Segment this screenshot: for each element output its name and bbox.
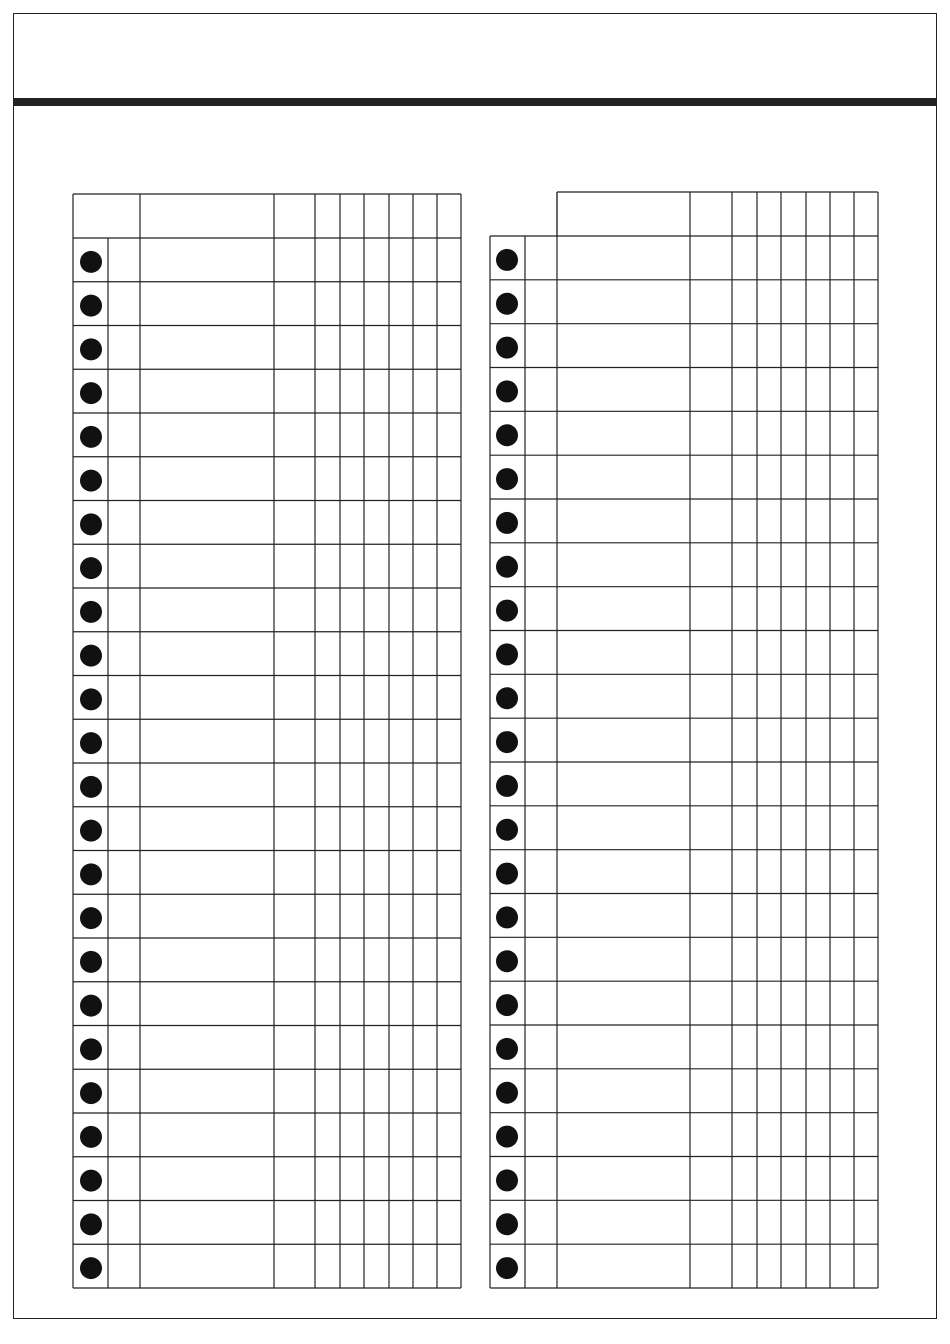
right-row-marker-dot — [496, 468, 518, 490]
right-row-marker-dot — [496, 1082, 518, 1104]
left-row-marker-dot — [80, 1126, 102, 1148]
left-row-marker-dot — [80, 1257, 102, 1279]
right-row-marker-dot — [496, 950, 518, 972]
left-row-marker-dot — [80, 1038, 102, 1060]
left-row-marker-dot — [80, 951, 102, 973]
right-row-marker-dot — [496, 819, 518, 841]
left-row-marker-dot — [80, 995, 102, 1017]
right-row-marker-dot — [496, 1038, 518, 1060]
left-row-marker-dot — [80, 513, 102, 535]
left-row-marker-dot — [80, 382, 102, 404]
right-row-marker-dot — [496, 775, 518, 797]
right-row-marker-dot — [496, 556, 518, 578]
right-row-marker-dot — [496, 994, 518, 1016]
left-row-marker-dot — [80, 863, 102, 885]
left-row-marker-dot — [80, 470, 102, 492]
right-row-marker-dot — [496, 687, 518, 709]
right-row-marker-dot — [496, 1213, 518, 1235]
left-row-marker-dot — [80, 907, 102, 929]
left-row-marker-dot — [80, 820, 102, 842]
right-row-marker-dot — [496, 863, 518, 885]
right-row-marker-dot — [496, 906, 518, 928]
right-row-marker-dot — [496, 1126, 518, 1148]
right-row-marker-dot — [496, 293, 518, 315]
left-row-marker-dot — [80, 688, 102, 710]
right-row-marker-dot — [496, 249, 518, 271]
right-row-marker-dot — [496, 1257, 518, 1279]
left-row-marker-dot — [80, 1082, 102, 1104]
left-row-marker-dot — [80, 338, 102, 360]
left-row-marker-dot — [80, 251, 102, 273]
right-row-marker-dot — [496, 337, 518, 359]
right-checklist-table — [490, 192, 878, 1288]
left-row-marker-dot — [80, 776, 102, 798]
left-row-marker-dot — [80, 732, 102, 754]
right-row-marker-dot — [496, 643, 518, 665]
right-row-marker-dot — [496, 512, 518, 534]
left-checklist-table — [73, 194, 461, 1288]
left-row-marker-dot — [80, 645, 102, 667]
right-row-marker-dot — [496, 1169, 518, 1191]
left-row-marker-dot — [80, 295, 102, 317]
left-row-marker-dot — [80, 601, 102, 623]
left-row-marker-dot — [80, 557, 102, 579]
left-row-marker-dot — [80, 426, 102, 448]
right-row-marker-dot — [496, 424, 518, 446]
left-row-marker-dot — [80, 1170, 102, 1192]
left-row-marker-dot — [80, 1213, 102, 1235]
right-row-marker-dot — [496, 380, 518, 402]
right-row-marker-dot — [496, 600, 518, 622]
right-row-marker-dot — [496, 731, 518, 753]
